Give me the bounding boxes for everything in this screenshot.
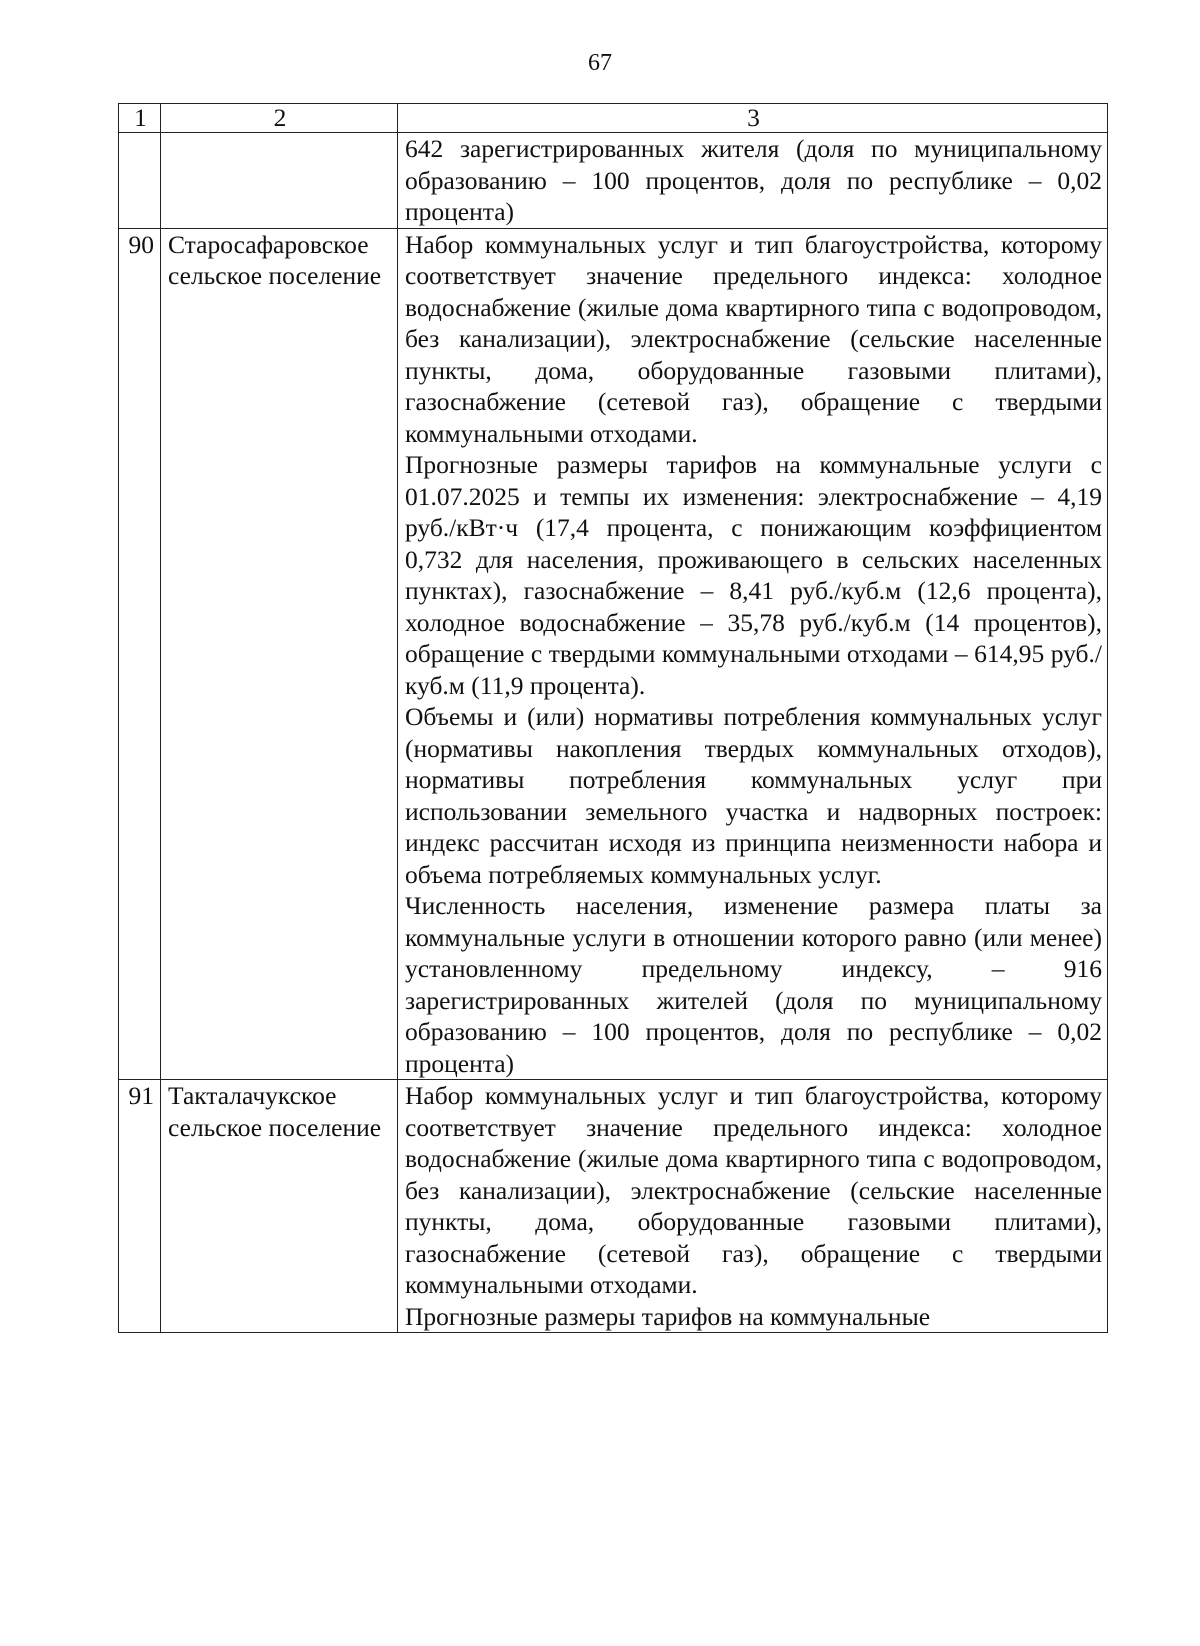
description-paragraph: 642 зарегистрированных жителя (доля по муниципальному образованию – 100 процентов, доля по республике – 0,02 процента) [405,134,1102,226]
table-row [119,1080,1108,1333]
row-description [398,133,1108,229]
header-col-2: 2 [161,104,398,133]
description-paragraph: Набор коммунальных услуг и тип благоустройства, которому соответствует значение предельного индекса: холодное водоснабжение (жилые дома квартирного типа с водопроводом, без канализации), электроснабжение (сельские населенные пункты, дома, оборудованные газовыми плитами), газоснабжение (сетевой газ), обращение с твердыми коммунальными отходами. [405,229,1102,448]
row-description [398,1080,1108,1333]
header-col-3: 3 [398,104,1108,133]
description-paragraph: Численность населения, изменение размера платы за коммунальные услуги в отношении которого равно (или менее) установленному предельному индексу, – 916 зарегистрированных жителей (доля по муниципальному образованию – 100 процентов, доля по республике – 0,02 процента) [405,891,1102,1078]
row-number: 91 [119,1080,161,1333]
settlement-name: Такталачукское сельское поселение [161,1080,398,1333]
description-paragraph: Прогнозные размеры тарифов на коммунальные [405,1301,931,1331]
header-col-1: 1 [119,104,161,133]
description-paragraph: Объемы и (или) нормативы потребления коммунальных услуг (нормативы накопления твердых коммунальных отходов), нормативы потребления коммунальных услуг при использовании земельного участка и надворных построек: индекс рассчитан исходя из принципа неизменности набора и объема потребляемых коммунальных услуг. [405,702,1102,889]
table-row [119,133,1108,229]
page-number: 67 [588,50,612,76]
description-paragraph: Прогнозные размеры тарифов на коммунальные услуги с 01.07.2025 и темпы их изменения: электроснабжение – 4,19 руб./кВт·ч (17,4 процента, с понижающим коэффициентом 0,732 для населения, проживающего в сельских населенных пунктах), газоснабжение – 8,41 руб./куб.м (12,6 процента), холодное водоснабжение – 35,78 руб./куб.м (14 процентов), обращение с твердыми коммунальными отходами – 614,95 руб./куб.м (11,9 процента). [405,450,1102,700]
settlement-name: Старосафаровское сельское поселение [161,228,398,1080]
row-number [119,133,161,229]
row-description [398,228,1108,1080]
settlement-name [161,133,398,229]
row-number: 90 [119,228,161,1080]
municipal-index-table [118,103,1108,1333]
description-paragraph: Набор коммунальных услуг и тип благоустройства, которому соответствует значение предельного индекса: холодное водоснабжение (жилые дома квартирного типа с водопроводом, без канализации), электроснабжение (сельские населенные пункты, дома, оборудованные газовыми плитами), газоснабжение (сетевой газ), обращение с твердыми коммунальными отходами. [405,1081,1102,1299]
table-row [119,228,1108,1080]
table-header-row [119,104,1108,133]
